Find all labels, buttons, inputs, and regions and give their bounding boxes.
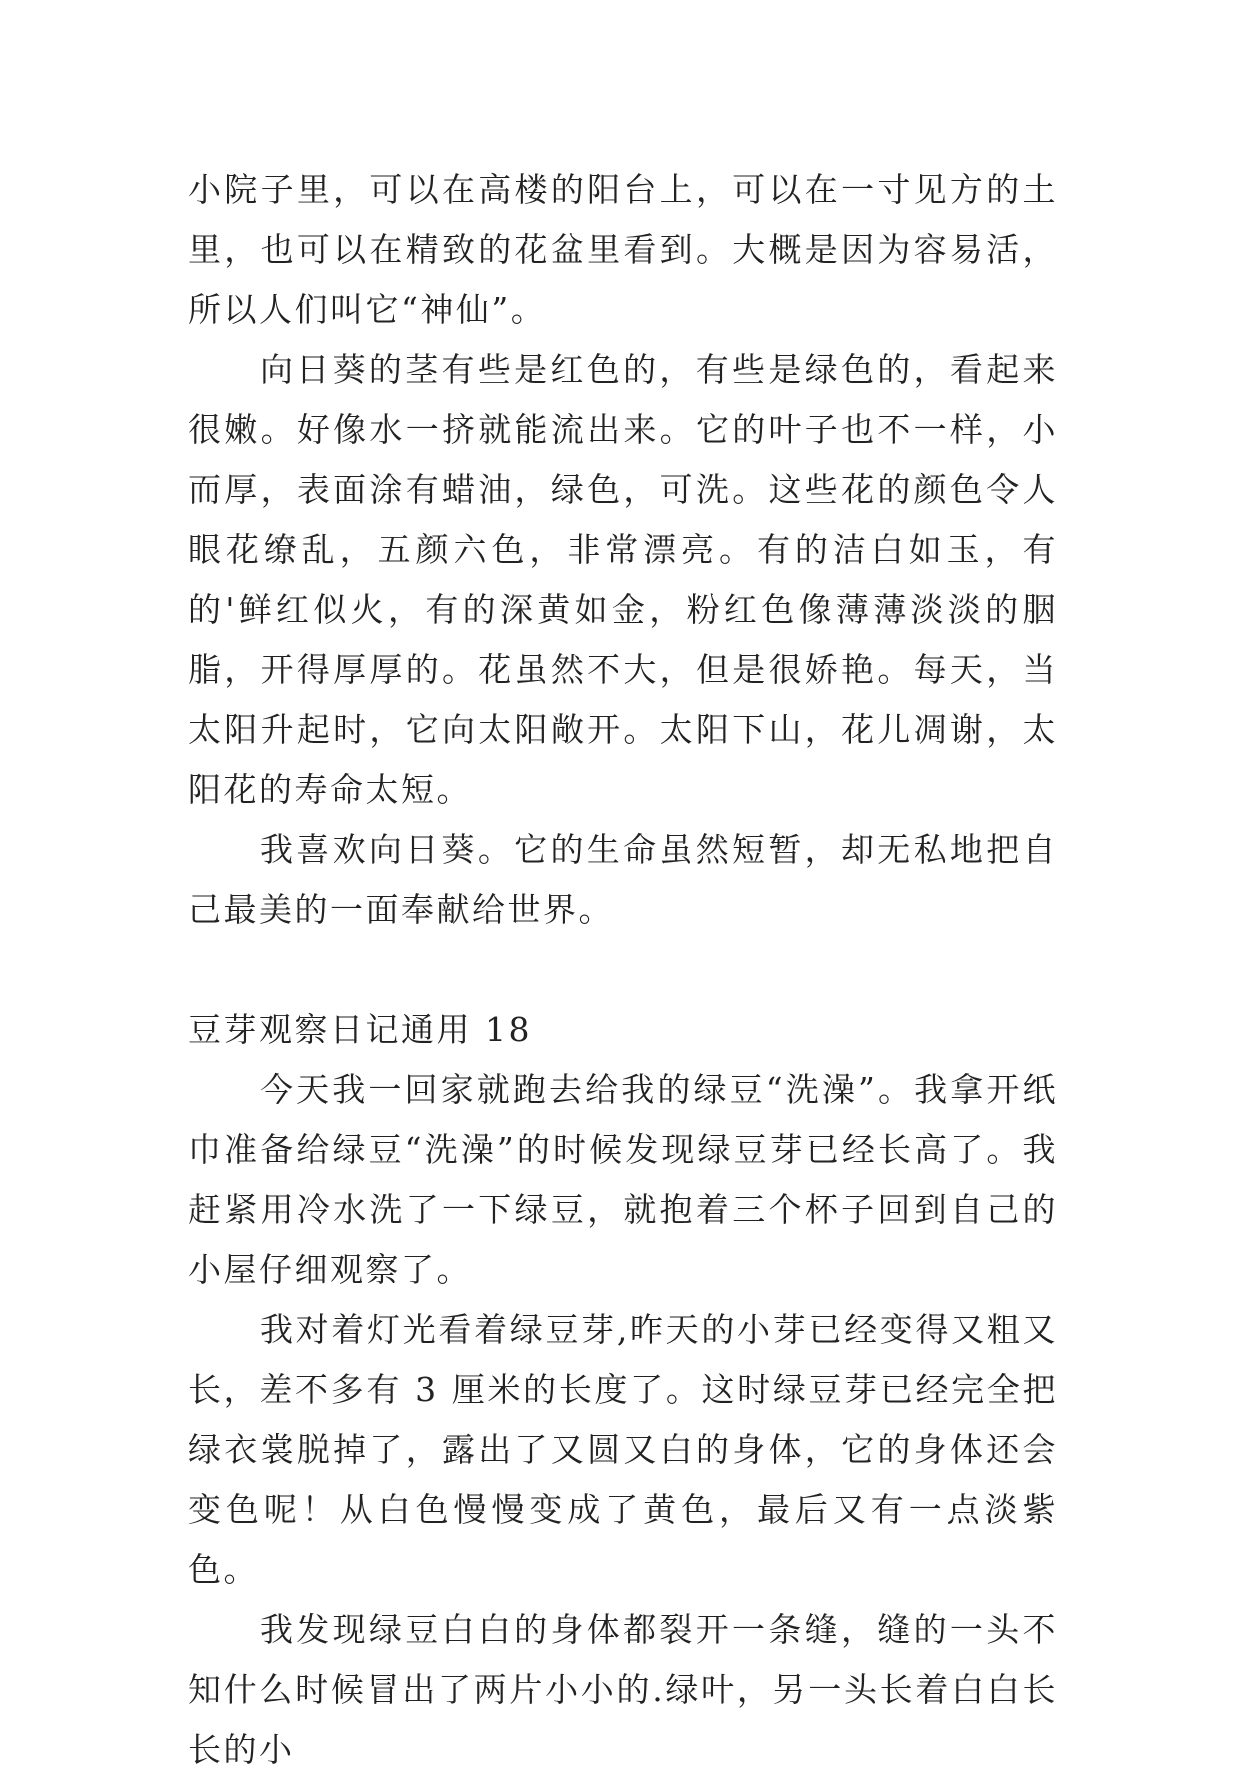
paragraph-sunflower-description: 向日葵的茎有些是红色的，有些是绿色的，看起来很嫩。好像水一挤就能流出来。它的叶子也不一样，小而厚，表面涂有蜡油，绿色，可洗。这些花的颜色令人眼花缭乱，五颜六色，非常漂亮。有的洁白如玉，有的'鲜红似火，有的深黄如金，粉红色像薄薄淡淡的胭脂，开得厚厚的。花虽然不大，但是很娇艳。每天，当太阳升起时，它向太阳敞开。太阳下山，花儿凋谢，太阳花的寿命太短。 [188,350,1058,809]
document-page [188,160,1058,1780]
paragraph-bean-leaves: 我发现绿豆白白的身体都裂开一条缝，缝的一头不知什么时候冒出了两片小小的.绿叶，另一头长着白白长长的小 [188,1610,1058,1769]
section-spacer [188,940,1058,1000]
paragraph-sunflower-conclusion: 我喜欢向日葵。它的生命虽然短暂，却无私地把自己最美的一面奉献给世界。 [188,830,1058,929]
section-title: 豆芽观察日记通用 18 [188,1010,532,1049]
paragraph-continued: 小院子里，可以在高楼的阳台上，可以在一寸见方的土里，也可以在精致的花盆里看到。大概是因为容易活，所以人们叫它“神仙”。 [188,170,1058,329]
paragraph-bean-wash: 今天我一回家就跑去给我的绿豆“洗澡”。我拿开纸巾准备给绿豆“洗澡”的时候发现绿豆芽已经长高了。我赶紧用冷水洗了一下绿豆，就抱着三个杯子回到自己的小屋仔细观察了。 [188,1070,1058,1289]
paragraph-bean-growth: 我对着灯光看着绿豆芽,昨天的小芽已经变得又粗又长，差不多有 3 厘米的长度了。这时绿豆芽已经完全把绿衣裳脱掉了，露出了又圆又白的身体，它的身体还会变色呢！从白色慢慢变成了黄色，最后又有一点淡紫色。 [188,1310,1058,1589]
